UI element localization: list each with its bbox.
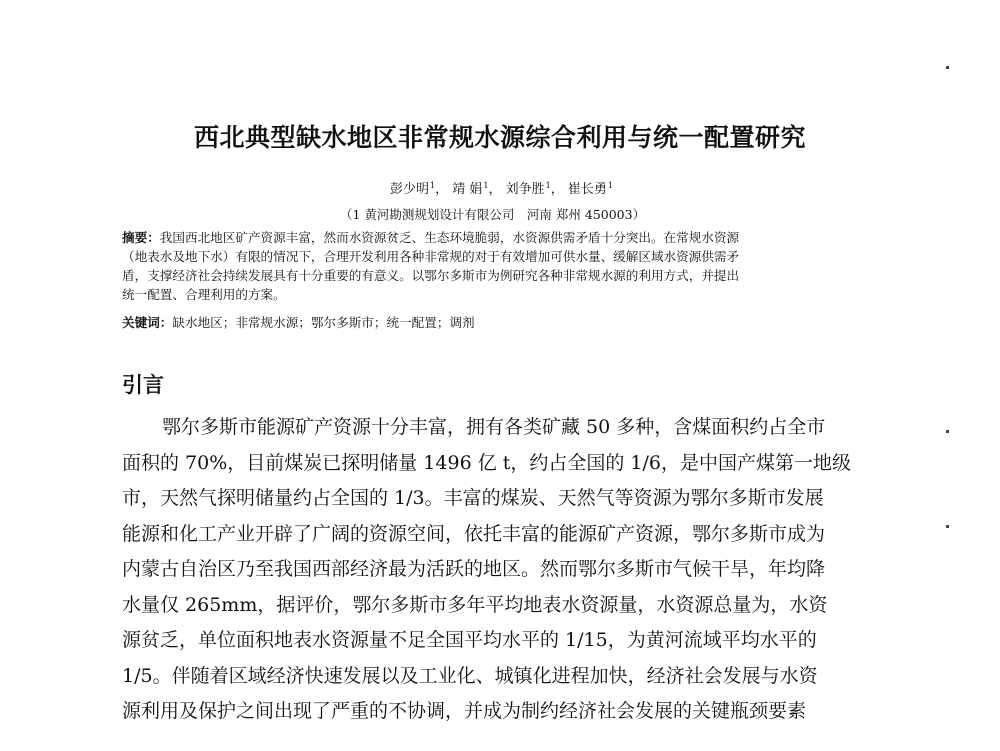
keywords: [122, 312, 475, 331]
author-name: 靖 娟: [452, 182, 483, 197]
body-paragraph: [122, 410, 882, 730]
author-list: [390, 178, 613, 197]
scan-speck: [946, 66, 949, 69]
abstract-line: [122, 228, 878, 247]
author-name: 刘争胜: [505, 182, 545, 197]
section-heading: 引言: [122, 373, 164, 397]
author-affil-mark: 1: [545, 181, 551, 190]
scan-speck: [946, 430, 949, 433]
body-line: 鄂尔多斯市能源矿产资源十分丰富，拥有各类矿藏 50 多种，含煤面积约占全市: [162, 416, 826, 438]
body-line: 市，天然气探明储量约占全国的 1/3。丰富的煤炭、天然气等资源为鄂尔多斯市发展: [122, 487, 824, 509]
body-line: 1/5。伴随着区域经济快速发展以及工业化、城镇化进程加快，经济社会发展与水资: [122, 664, 818, 687]
body-line: 能源和化工产业开辟了广阔的资源空间，依托丰富的能源矿产资源，鄂尔多斯市成为: [122, 522, 826, 545]
keywords-label: 关键词：: [122, 315, 173, 330]
author-separator: ，: [488, 182, 502, 197]
body-line: 源贫乏，单位面积地表水资源量不足全国平均水平的 1/15，为黄河流域平均水平的: [122, 629, 817, 651]
keywords-text: 缺水地区；非常规水源；鄂尔多斯市；统一配置；调剂: [172, 315, 475, 330]
abstract-line: （地表水及地下水）有限的情况下，合理开发利用各种非常规的对于有效增加可供水量、缓解区域水资源供需矛: [122, 249, 740, 264]
abstract-label: 摘要：: [122, 230, 160, 245]
author-name: 崔长勇: [567, 182, 607, 197]
body-line: 内蒙古自治区乃至我国西部经济最为活跃的地区。然而鄂尔多斯市气候干旱，年均降: [122, 558, 826, 580]
abstract-line: 盾，支撑经济社会持续发展具有十分重要的有意义。以鄂尔多斯市为例研究各种非常规水源的利用方式，并提出: [122, 268, 740, 283]
body-line: 面积的 70%，目前煤炭已探明储量 1496 亿 t，约占全国的 1/6，是中国产煤第一地级: [122, 451, 851, 474]
author-separator: ，: [435, 182, 449, 197]
abstract-line: 统一配置、合理利用的方案。: [122, 287, 286, 302]
author-affil-mark: 1: [607, 181, 614, 190]
affiliation: （1 黄河勘测规划设计有限公司 河南 郑州 450003）: [340, 207, 646, 222]
author-affil-mark: 1: [430, 181, 436, 190]
author-affil-mark: 1: [483, 181, 489, 190]
author-name: 彭少明: [390, 182, 430, 197]
paper-title: 西北典型缺水地区非常规水源综合利用与统一配置研究: [193, 123, 806, 152]
scan-speck: [946, 525, 949, 528]
author-separator: ，: [550, 182, 564, 197]
body-line: 源利用及保护之间出现了严重的不协调，并成为制约经济社会发展的关键瓶颈要素: [122, 700, 807, 722]
abstract: [122, 228, 878, 304]
body-line: 水量仅 265mm，据评价，鄂尔多斯市多年平均地表水资源量，水资源总量为，水资: [122, 593, 828, 616]
abstract-text: 我国西北地区矿产资源丰富，然而水资源贫乏、生态环境脆弱，水资源供需矛盾十分突出。在常规水资源: [159, 230, 740, 245]
